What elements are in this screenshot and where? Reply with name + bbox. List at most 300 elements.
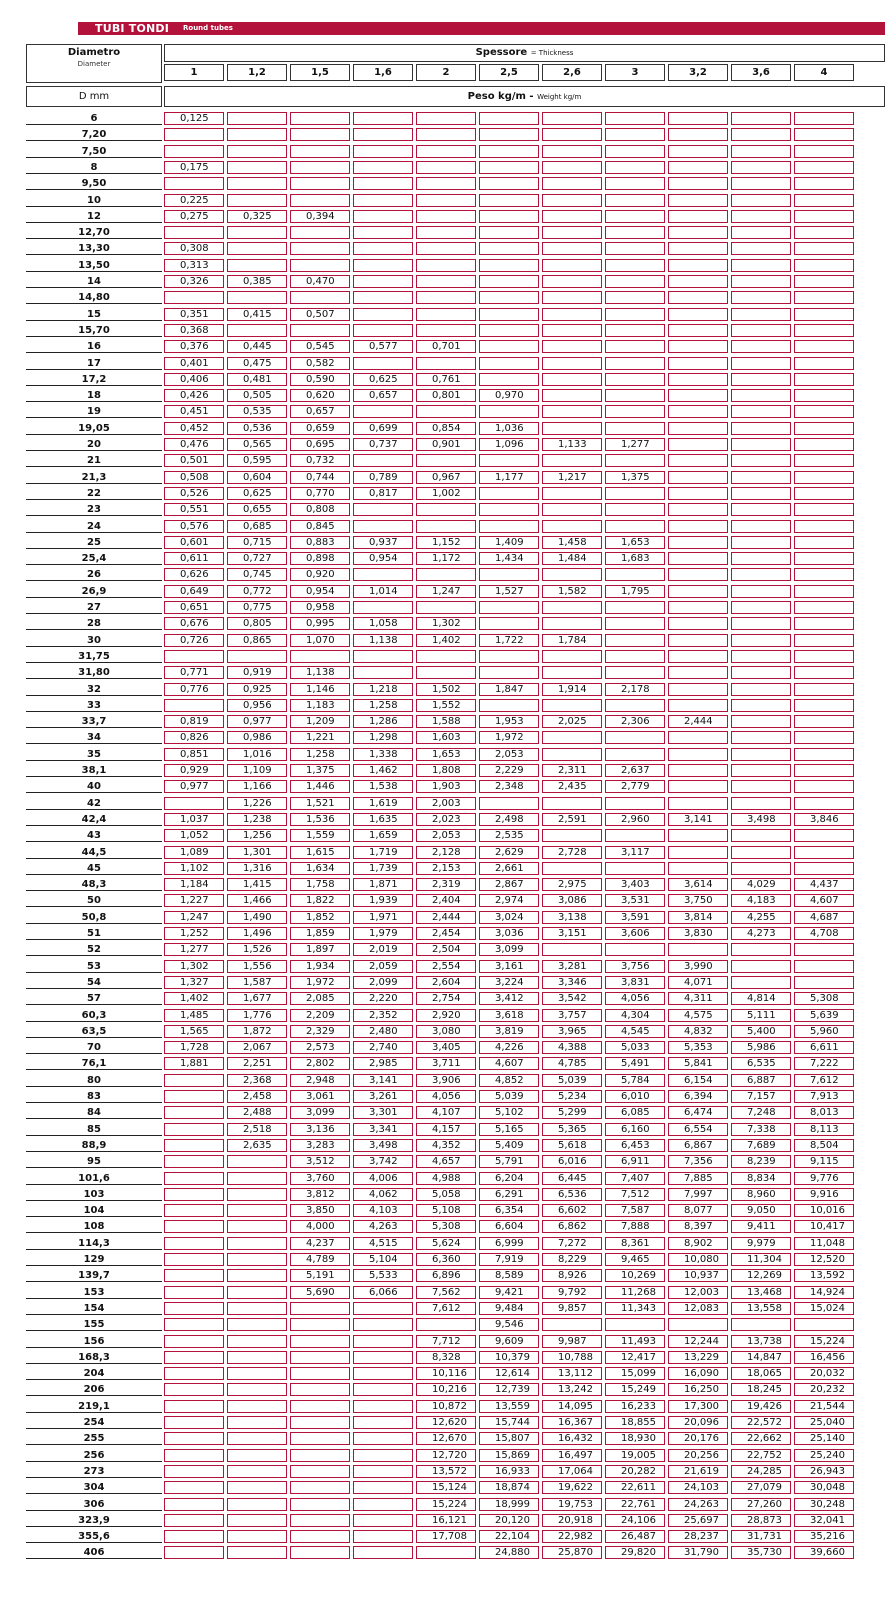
- weight-cell: 0,551: [164, 503, 224, 516]
- weight-cell: 0,545: [290, 340, 350, 353]
- weight-cell: 4,607: [794, 894, 854, 907]
- weight-cell: 2,488: [227, 1106, 287, 1119]
- weight-cell: 17,708: [416, 1530, 476, 1543]
- weight-cell: 1,808: [416, 764, 476, 777]
- weight-cell: 2,867: [479, 878, 539, 891]
- weight-cell: 16,121: [416, 1514, 476, 1527]
- weight-cell: 13,229: [668, 1351, 728, 1364]
- weight-cell: 1,538: [353, 780, 413, 793]
- weight-cell: 1,037: [164, 813, 224, 826]
- weight-cell: 1,847: [479, 683, 539, 696]
- weight-cell: [605, 617, 665, 630]
- weight-cell: 15,744: [479, 1416, 539, 1429]
- weight-cell: 1,221: [290, 731, 350, 744]
- weight-cell: [164, 1074, 224, 1087]
- thickness-col-4: 2: [416, 64, 476, 81]
- diameter-cell: 254: [26, 1416, 162, 1429]
- diameter-cell: 12: [26, 210, 162, 223]
- weight-cell: 16,497: [542, 1449, 602, 1462]
- weight-cell: 14,847: [731, 1351, 791, 1364]
- weight-cell: 1,728: [164, 1041, 224, 1054]
- thickness-header-box: [164, 44, 885, 62]
- diameter-cell: 26,9: [26, 585, 162, 598]
- weight-cell: 0,125: [164, 112, 224, 125]
- weight-cell: [353, 1546, 413, 1559]
- weight-cell: 2,329: [290, 1025, 350, 1038]
- weight-cell: [794, 699, 854, 712]
- weight-cell: 6,016: [542, 1155, 602, 1168]
- weight-cell: 20,282: [605, 1465, 665, 1478]
- weight-cell: [164, 1432, 224, 1445]
- weight-cell: 1,446: [290, 780, 350, 793]
- diameter-cell: 52: [26, 943, 162, 956]
- weight-cell: 17,300: [668, 1400, 728, 1413]
- weight-cell: 2,128: [416, 846, 476, 859]
- weight-cell: [731, 585, 791, 598]
- weight-cell: [290, 1335, 350, 1348]
- weight-cell: 30,248: [794, 1498, 854, 1511]
- weight-cell: [542, 568, 602, 581]
- weight-cell: 1,184: [164, 878, 224, 891]
- weight-cell: [794, 780, 854, 793]
- weight-cell: 1,218: [353, 683, 413, 696]
- weight-cell: 24,285: [731, 1465, 791, 1478]
- weight-cell: 27,079: [731, 1481, 791, 1494]
- weight-cell: 0,625: [227, 487, 287, 500]
- weight-cell: 0,481: [227, 373, 287, 386]
- weight-cell: 12,244: [668, 1335, 728, 1348]
- weight-cell: 16,367: [542, 1416, 602, 1429]
- weight-cell: [164, 1367, 224, 1380]
- weight-cell: [668, 177, 728, 190]
- weight-cell: [542, 128, 602, 141]
- diameter-cell: 9,50: [26, 177, 162, 190]
- weight-cell: 0,695: [290, 438, 350, 451]
- weight-cell: [227, 177, 287, 190]
- weight-cell: [164, 1465, 224, 1478]
- weight-cell: [542, 177, 602, 190]
- weight-cell: 10,116: [416, 1367, 476, 1380]
- weight-cell: 3,061: [290, 1090, 350, 1103]
- weight-cell: 12,417: [605, 1351, 665, 1364]
- diameter-cell: 42: [26, 797, 162, 810]
- weight-cell: 6,911: [605, 1155, 665, 1168]
- weight-cell: [731, 552, 791, 565]
- weight-cell: [479, 568, 539, 581]
- weight-cell: [794, 226, 854, 239]
- weight-cell: 1,409: [479, 536, 539, 549]
- weight-cell: [416, 308, 476, 321]
- weight-cell: [668, 846, 728, 859]
- weight-cell: [668, 128, 728, 141]
- weight-cell: 3,346: [542, 976, 602, 989]
- weight-cell: 22,104: [479, 1530, 539, 1543]
- weight-cell: 0,655: [227, 503, 287, 516]
- weight-cell: [605, 650, 665, 663]
- weight-cell: 20,096: [668, 1416, 728, 1429]
- weight-cell: 1,301: [227, 846, 287, 859]
- weight-cell: [542, 666, 602, 679]
- weight-cell: [227, 291, 287, 304]
- weight-cell: 22,752: [731, 1449, 791, 1462]
- weight-cell: 0,727: [227, 552, 287, 565]
- weight-cell: 0,659: [290, 422, 350, 435]
- weight-cell: 11,268: [605, 1286, 665, 1299]
- weight-cell: 0,776: [164, 683, 224, 696]
- weight-cell: [416, 666, 476, 679]
- weight-cell: 0,995: [290, 617, 350, 630]
- weight-cell: [290, 1367, 350, 1380]
- weight-cell: [794, 161, 854, 174]
- weight-cell: 9,916: [794, 1188, 854, 1201]
- weight-cell: 0,919: [227, 666, 287, 679]
- weight-cell: 4,263: [353, 1220, 413, 1233]
- weight-cell: [731, 699, 791, 712]
- weight-cell: 0,326: [164, 275, 224, 288]
- weight-cell: 4,157: [416, 1123, 476, 1136]
- weight-cell: [164, 1546, 224, 1559]
- weight-cell: [731, 797, 791, 810]
- weight-cell: 1,247: [164, 911, 224, 924]
- weight-cell: [542, 1318, 602, 1331]
- weight-cell: 17,064: [542, 1465, 602, 1478]
- weight-cell: 5,102: [479, 1106, 539, 1119]
- weight-cell: 8,504: [794, 1139, 854, 1152]
- weight-cell: 4,352: [416, 1139, 476, 1152]
- weight-cell: [479, 194, 539, 207]
- weight-cell: 1,058: [353, 617, 413, 630]
- weight-cell: 4,255: [731, 911, 791, 924]
- weight-cell: [353, 1465, 413, 1478]
- diameter-cell: 35: [26, 748, 162, 761]
- weight-cell: 2,637: [605, 764, 665, 777]
- weight-cell: 1,402: [416, 634, 476, 647]
- weight-cell: [605, 324, 665, 337]
- weight-cell: 2,802: [290, 1057, 350, 1070]
- weight-cell: 22,761: [605, 1498, 665, 1511]
- weight-cell: 3,812: [290, 1188, 350, 1201]
- weight-cell: 0,577: [353, 340, 413, 353]
- weight-cell: 2,948: [290, 1074, 350, 1087]
- diameter-cell: 14: [26, 275, 162, 288]
- weight-cell: 16,432: [542, 1432, 602, 1445]
- diameter-cell: 103: [26, 1188, 162, 1201]
- weight-cell: 18,874: [479, 1481, 539, 1494]
- weight-cell: 3,138: [542, 911, 602, 924]
- diameter-cell: 14,80: [26, 291, 162, 304]
- weight-cell: [479, 666, 539, 679]
- weight-cell: 8,328: [416, 1351, 476, 1364]
- thickness-label-wrap: [165, 47, 884, 59]
- weight-cell: 6,474: [668, 1106, 728, 1119]
- weight-cell: 5,791: [479, 1155, 539, 1168]
- weight-cell: [227, 145, 287, 158]
- weight-cell: 6,160: [605, 1123, 665, 1136]
- weight-cell: 4,071: [668, 976, 728, 989]
- weight-cell: 6,887: [731, 1074, 791, 1087]
- weight-cell: 0,649: [164, 585, 224, 598]
- weight-cell: 18,855: [605, 1416, 665, 1429]
- weight-cell: 10,788: [542, 1351, 602, 1364]
- weight-cell: [290, 1481, 350, 1494]
- diameter-cell: 50,8: [26, 911, 162, 924]
- weight-cell: [731, 780, 791, 793]
- dmm-label: D mm: [78, 91, 110, 102]
- weight-cell: 1,484: [542, 552, 602, 565]
- diameter-cell: 44,5: [26, 846, 162, 859]
- weight-cell: 0,590: [290, 373, 350, 386]
- weight-cell: [290, 226, 350, 239]
- weight-cell: 2,498: [479, 813, 539, 826]
- weight-cell: 5,491: [605, 1057, 665, 1070]
- diameter-cell: 20: [26, 438, 162, 451]
- weight-cell: [794, 976, 854, 989]
- weight-cell: [794, 487, 854, 500]
- weight-cell: 2,604: [416, 976, 476, 989]
- weight-cell: [794, 943, 854, 956]
- weight-cell: 20,232: [794, 1383, 854, 1396]
- weight-cell: 3,831: [605, 976, 665, 989]
- weight-cell: [353, 226, 413, 239]
- thickness-col-6: 2,6: [542, 64, 602, 81]
- weight-cell: 3,846: [794, 813, 854, 826]
- weight-cell: [731, 259, 791, 272]
- weight-cell: 0,565: [227, 438, 287, 451]
- weight-cell: [794, 471, 854, 484]
- weight-cell: 13,572: [416, 1465, 476, 1478]
- weight-cell: 2,348: [479, 780, 539, 793]
- weight-cell: [731, 471, 791, 484]
- weight-cell: 2,053: [416, 829, 476, 842]
- weight-cell: [668, 503, 728, 516]
- weight-cell: 7,712: [416, 1335, 476, 1348]
- weight-cell: 2,573: [290, 1041, 350, 1054]
- weight-cell: 4,388: [542, 1041, 602, 1054]
- weight-cell: 4,000: [290, 1220, 350, 1233]
- weight-cell: [542, 340, 602, 353]
- weight-cell: 5,353: [668, 1041, 728, 1054]
- weight-cell: 5,108: [416, 1204, 476, 1217]
- weight-cell: [668, 259, 728, 272]
- weight-cell: [668, 764, 728, 777]
- weight-cell: 3,341: [353, 1123, 413, 1136]
- weight-cell: [605, 454, 665, 467]
- weight-cell: [731, 226, 791, 239]
- weight-cell: [290, 177, 350, 190]
- weight-cell: 9,609: [479, 1335, 539, 1348]
- weight-cell: 4,545: [605, 1025, 665, 1038]
- weight-cell: 15,869: [479, 1449, 539, 1462]
- weight-cell: 0,851: [164, 748, 224, 761]
- weight-cell: 3,412: [479, 992, 539, 1005]
- weight-cell: 0,308: [164, 242, 224, 255]
- thickness-col-8: 3,2: [668, 64, 728, 81]
- weight-cell: 0,819: [164, 715, 224, 728]
- weight-cell: 5,841: [668, 1057, 728, 1070]
- weight-cell: 9,484: [479, 1302, 539, 1315]
- weight-cell: [164, 145, 224, 158]
- weight-cell: 3,757: [542, 1009, 602, 1022]
- weight-cell: 5,058: [416, 1188, 476, 1201]
- weight-cell: 15,807: [479, 1432, 539, 1445]
- weight-cell: [731, 308, 791, 321]
- weight-cell: 21,544: [794, 1400, 854, 1413]
- weight-cell: 26,487: [605, 1530, 665, 1543]
- weight-cell: [542, 943, 602, 956]
- weight-cell: 2,661: [479, 862, 539, 875]
- weight-cell: [731, 454, 791, 467]
- weight-cell: [605, 161, 665, 174]
- weight-cell: [416, 650, 476, 663]
- weight-cell: [227, 1432, 287, 1445]
- weight-cell: 4,515: [353, 1237, 413, 1250]
- weight-cell: [290, 291, 350, 304]
- weight-cell: 5,104: [353, 1253, 413, 1266]
- weight-cell: 0,726: [164, 634, 224, 647]
- weight-cell: 0,275: [164, 210, 224, 223]
- weight-cell: 5,033: [605, 1041, 665, 1054]
- weight-cell: 1,327: [164, 976, 224, 989]
- weight-cell: 1,971: [353, 911, 413, 924]
- weight-cell: 7,356: [668, 1155, 728, 1168]
- weight-cell: 1,238: [227, 813, 287, 826]
- weight-cell: 3,819: [479, 1025, 539, 1038]
- weight-cell: 20,256: [668, 1449, 728, 1462]
- weight-cell: [164, 1416, 224, 1429]
- weight-cell: 0,625: [353, 373, 413, 386]
- weight-cell: [794, 601, 854, 614]
- weight-cell: 2,779: [605, 780, 665, 793]
- weight-cell: 0,501: [164, 454, 224, 467]
- weight-cell: [416, 1318, 476, 1331]
- weight-cell: [731, 357, 791, 370]
- weight-cell: [542, 373, 602, 386]
- weight-cell: 11,304: [731, 1253, 791, 1266]
- weight-cell: 2,535: [479, 829, 539, 842]
- diameter-cell: 60,3: [26, 1009, 162, 1022]
- weight-cell: 1,485: [164, 1009, 224, 1022]
- weight-cell: [542, 748, 602, 761]
- weight-cell: [605, 373, 665, 386]
- weight-cell: 2,306: [605, 715, 665, 728]
- weight-cell: 5,400: [731, 1025, 791, 1038]
- weight-cell: 7,562: [416, 1286, 476, 1299]
- weight-cell: 0,470: [290, 275, 350, 288]
- weight-cell: [353, 503, 413, 516]
- weight-cell: [605, 731, 665, 744]
- weight-cell: 0,657: [290, 405, 350, 418]
- weight-cell: [164, 1514, 224, 1527]
- weight-cell: [794, 177, 854, 190]
- weight-cell: [164, 1269, 224, 1282]
- weight-cell: [353, 357, 413, 370]
- weight-cell: [731, 340, 791, 353]
- diameter-cell: 7,20: [26, 128, 162, 141]
- weight-cell: [479, 650, 539, 663]
- weight-cell: [164, 1449, 224, 1462]
- weight-cell: 0,817: [353, 487, 413, 500]
- diameter-cell: 57: [26, 992, 162, 1005]
- weight-cell: 1,683: [605, 552, 665, 565]
- weight-cell: [227, 1302, 287, 1315]
- diameter-cell: 168,3: [26, 1351, 162, 1364]
- weight-cell: [164, 1302, 224, 1315]
- weight-cell: [227, 194, 287, 207]
- weight-cell: [542, 161, 602, 174]
- weight-cell: [731, 862, 791, 875]
- diameter-cell: 15: [26, 308, 162, 321]
- weight-cell: 3,760: [290, 1172, 350, 1185]
- weight-cell: 8,239: [731, 1155, 791, 1168]
- weight-cell: 0,737: [353, 438, 413, 451]
- diameter-cell: 34: [26, 731, 162, 744]
- weight-cell: 3,405: [416, 1041, 476, 1054]
- weight-cell: [416, 520, 476, 533]
- weight-cell: [479, 112, 539, 125]
- weight-cell: 1,634: [290, 862, 350, 875]
- weight-cell: [542, 405, 602, 418]
- weight-cell: 2,067: [227, 1041, 287, 1054]
- weight-cell: [542, 324, 602, 337]
- weight-cell: 10,937: [668, 1269, 728, 1282]
- weight-cell: 11,343: [605, 1302, 665, 1315]
- diameter-cell: 28: [26, 617, 162, 630]
- weight-cell: 4,437: [794, 878, 854, 891]
- weight-cell: [290, 242, 350, 255]
- weight-cell: 2,985: [353, 1057, 413, 1070]
- weight-cell: 3,141: [353, 1074, 413, 1087]
- weight-cell: [731, 161, 791, 174]
- weight-cell: 1,166: [227, 780, 287, 793]
- weight-cell: 0,801: [416, 389, 476, 402]
- weight-cell: 0,883: [290, 536, 350, 549]
- weight-cell: [731, 487, 791, 500]
- weight-cell: [227, 1465, 287, 1478]
- weight-cell: 1,152: [416, 536, 476, 549]
- weight-cell: [731, 617, 791, 630]
- weight-cell: [731, 715, 791, 728]
- weight-cell: 0,805: [227, 617, 287, 630]
- diameter-cell: 23: [26, 503, 162, 516]
- weight-cell: 7,612: [794, 1074, 854, 1087]
- weight-cell: [794, 650, 854, 663]
- weight-cell: [731, 601, 791, 614]
- weight-cell: 7,338: [731, 1123, 791, 1136]
- weight-cell: 3,711: [416, 1057, 476, 1070]
- weight-cell: [353, 1416, 413, 1429]
- weight-cell: 10,269: [605, 1269, 665, 1282]
- weight-cell: 1,872: [227, 1025, 287, 1038]
- weight-cell: [227, 1172, 287, 1185]
- diameter-cell: 21,3: [26, 471, 162, 484]
- weight-cell: [416, 454, 476, 467]
- diameter-cell: 153: [26, 1286, 162, 1299]
- weight-cell: [164, 699, 224, 712]
- weight-cell: 0,476: [164, 438, 224, 451]
- weight-cell: [164, 797, 224, 810]
- weight-cell: 6,862: [542, 1220, 602, 1233]
- weight-cell: [542, 194, 602, 207]
- weight-cell: [479, 797, 539, 810]
- weight-cell: 7,407: [605, 1172, 665, 1185]
- diameter-cell: 16: [26, 340, 162, 353]
- weight-cell: [479, 520, 539, 533]
- weight-cell: [794, 242, 854, 255]
- weight-cell: [353, 520, 413, 533]
- weight-cell: 1,402: [164, 992, 224, 1005]
- weight-cell: 5,165: [479, 1123, 539, 1136]
- weight-cell: 3,830: [668, 927, 728, 940]
